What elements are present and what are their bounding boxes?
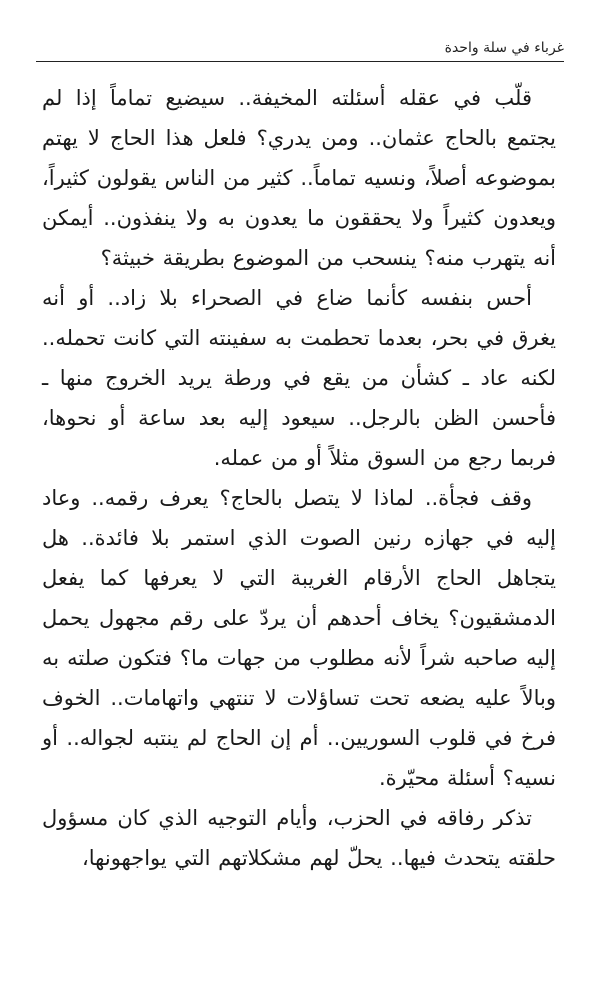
paragraph-1: قلّب في عقله أسئلته المخيفة.. سيضيع تماماً إذا لم يجتمع بالحاج عثمان.. ومن يدري؟ فلعل هذا الحاج لا يهتم بموضوعه أصلاً، ونسيه تماماً.. كثير من الناس يقولون كثيراً، ويعدون كثيراً ولا يحققون ما يعدون به ولا ينفذون.. أيمكن أنه يتهرب منه؟ ينسحب من الموضوع بطريقة خبيثة؟: [42, 86, 556, 270]
running-header: [36, 34, 564, 62]
body-text: [42, 78, 556, 878]
paragraph-4: تذكر رفاقه في الحزب، وأيام التوجيه الذي كان مسؤول حلقته يتحدث فيها.. يحلّ لهم مشكلاتهم التي يواجهونها،: [42, 806, 556, 870]
running-title: غرباء في سلة واحدة: [444, 40, 564, 56]
paragraph-3: وقف فجأة.. لماذا لا يتصل بالحاج؟ يعرف رقمه.. وعاد إليه في جهازه رنين الصوت الذي استمر بلا فائدة.. هل يتجاهل الحاج الأرقام الغريبة التي لا يعرفها كما يفعل الدمشقيون؟ يخاف أحدهم أن يردّ على رقم مجهول يحمل إليه صاحبه شراً لأنه مطلوب من جهات ما؟ فتكون صلته به وبالاً عليه يضعه تحت تساؤلات لا تنتهي واتهامات.. الخوف فرخ في قلوب السوريين.. أم إن الحاج لم ينتبه لجواله.. أو نسيه؟ أسئلة محيّرة.: [42, 486, 556, 790]
paragraph-2: أحس بنفسه كأنما ضاع في الصحراء بلا زاد.. أو أنه يغرق في بحر، بعدما تحطمت به سفينته التي كانت تحمله.. لكنه عاد ـ كشأن من يقع في ورطة يريد الخروج منها ـ فأحسن الظن بالرجل.. سيعود إليه بعد ساعة أو نحوها، فربما رجع من السوق مثلاً أو من عمله.: [42, 286, 556, 470]
